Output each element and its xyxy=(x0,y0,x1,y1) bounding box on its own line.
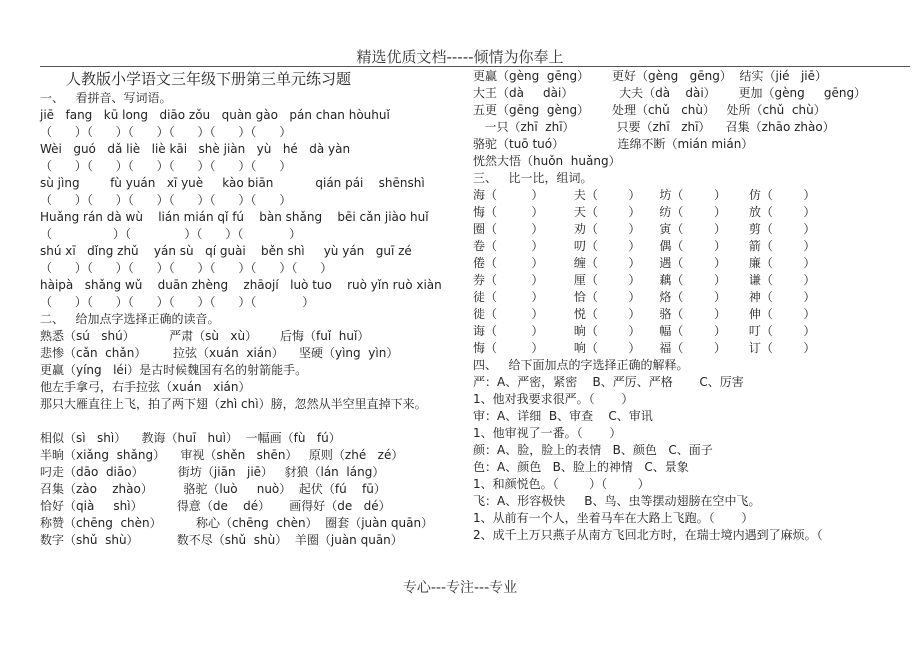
reading-choice-line: 骆驼（tuō tuó） 连绵不断（mián mián） xyxy=(473,137,754,151)
compare-row: 徒（ ） 恰（ ） 烙（ ） 神（ ） xyxy=(473,290,816,304)
compare-row: 倦（ ） 缠（ ） 遇（ ） 廉（ ） xyxy=(473,256,816,270)
pinyin-line: hàipà shǎng wǔ duān zhèng zhāojí luò tuo ruò yǐn ruò xiàn xyxy=(40,278,442,292)
reading-choice-line: 他左手拿弓，右手拉弦（xuán xián） xyxy=(40,380,251,394)
compare-row: 悔（ ） 响（ ） 福（ ） 订（ ） xyxy=(473,341,816,355)
reading-choice-line: 更赢（yíng léi）是古时候魏国有名的射箭能手。 xyxy=(40,363,308,377)
header-rule xyxy=(40,66,910,67)
reading-choice-line: 叼走（dāo diāo） 街坊（jiān jiē） 豺狼（lán láng） xyxy=(40,465,385,479)
compare-row: 徙（ ） 悦（ ） 骆（ ） 伸（ ） xyxy=(473,307,816,321)
answer-blanks: （ ）（ ）（ ）（ ）（ ）（ ） xyxy=(40,159,292,173)
reading-choice-line: 悲惨（cǎn chǎn） 拉弦（xuán xián） 坚硬（yìng yìn） xyxy=(40,346,399,360)
meaning-options: 色：A、颜色 B、脸上的神情 C、景象 xyxy=(473,460,689,474)
pinyin-line: shú xī dǐng zhǔ yán sù qí guài běn shì yù yán guī zé xyxy=(40,244,412,258)
pinyin-line: Wèi guó dǎ liè liè kāi shè jiàn yù hé dà yàn xyxy=(40,142,351,156)
right-column xyxy=(473,68,913,544)
answer-blanks: （ ）（ ）（ ）（ ） xyxy=(40,227,302,241)
left-column xyxy=(40,68,470,549)
section-2-heading: 二、 给加点字选择正确的读音。 xyxy=(40,312,220,326)
worksheet-title: 人教版小学语文三年级下册第三单元练习题 xyxy=(66,70,352,88)
reading-choice-line: 五更（gēng gèng） 处理（chǔ chù） 处所（chǔ chù） xyxy=(473,103,826,117)
answer-blanks: （ ）（ ）（ ）（ ）（ ）（ ） xyxy=(40,295,315,309)
reading-choice-line: 相似（sì shì） 教诲（huī huì） 一幅画（fù fú） xyxy=(40,431,341,445)
meaning-options: 严：A、严密，紧密 B、严厉、严格 C、厉害 xyxy=(473,375,744,389)
answer-blanks: （ ）（ ）（ ）（ ）（ ）（ ） xyxy=(40,193,292,207)
compare-row: 海（ ） 夫（ ） 坊（ ） 仿（ ） xyxy=(473,188,816,202)
compare-row: 圈（ ） 劝（ ） 寅（ ） 剪（ ） xyxy=(473,222,816,236)
spacer-line xyxy=(40,413,470,430)
section-4-heading: 四、 给下面加点的字选择正确的解释。 xyxy=(473,358,689,372)
meaning-question: 1、他对我要求很严。（ ） xyxy=(473,392,634,406)
meaning-question: 2、成千上万只燕子从南方飞回北方时，在瑞士境内遇到了麻烦。（ xyxy=(473,528,823,542)
compare-row: 诲（ ） 晌（ ） 幅（ ） 叮（ ） xyxy=(473,324,816,338)
meaning-options: 颜：A、脸，脸上的表情 B、颜色 C、面子 xyxy=(473,443,713,457)
answer-blanks: （ ）（ ）（ ）（ ）（ ）（ ） xyxy=(40,125,292,139)
page-header: 精选优质文档-----倾情为你奉上 xyxy=(356,48,564,66)
reading-choice-line: 恰好（qià shì） 得意（de dé） 画得好（de dé） xyxy=(40,499,391,513)
reading-choice-line: 半晌（xiǎng shǎng） 审视（shěn shēn） 原则（zhé zé） xyxy=(40,448,404,462)
pinyin-line: jiē fang kū long diāo zǒu quàn gào pán chan hòuhuǐ xyxy=(40,108,390,122)
reading-choice-line: 大王（dà dài） 大夫（dà dài） 更加（gèng gēng） xyxy=(473,86,867,100)
meaning-question: 1、和颜悦色。（ ）（ ） xyxy=(473,477,650,491)
reading-choice-line: 那只大雁直往上飞，拍了两下翅（zhì chì）膀，忽然从半空里直掉下来。 xyxy=(40,397,427,411)
section-3-heading: 三、 比一比，组词。 xyxy=(473,171,593,185)
reading-choice-line: 召集（zào zhào） 骆驼（luò nuò） 起伏（fú fū） xyxy=(40,482,386,496)
reading-choice-line: 称赞（chēng chèn） 称心（chēng chèn） 圈套（juàn quān） xyxy=(40,516,434,530)
compare-row: 卷（ ） 叨（ ） 偶（ ） 箭（ ） xyxy=(473,239,816,253)
page-footer: 专心---专注---专业 xyxy=(402,580,518,596)
meaning-options: 飞：A、形容极快 B、鸟、虫等摆动翅膀在空中飞。 xyxy=(473,494,761,508)
reading-choice-line: 更赢（gèng gēng） 更好（gèng gēng） 结实（jié jiē） xyxy=(473,69,828,83)
meaning-question: 1、他审视了一番。（ ） xyxy=(473,426,622,440)
reading-choice-line: 熟悉（sú shú） 严肃（sù xù） 后悔（fuǐ huǐ） xyxy=(40,329,370,343)
meaning-options: 审：A、详细 B、审查 C、审讯 xyxy=(473,409,653,423)
compare-row: 券（ ） 厘（ ） 藕（ ） 谦（ ） xyxy=(473,273,816,287)
reading-choice-line: 一只（zhī zhī） 只要（zhī zhī） 召集（zhāo zhào） xyxy=(473,120,835,134)
meaning-question: 1、从前有一个人，坐着马车在大路上飞跑。（ ） xyxy=(473,511,754,525)
pinyin-line: sù jìng fù yuán xī yuè kào biān qián pái shēnshì xyxy=(40,176,425,190)
compare-row: 悔（ ） 天（ ） 纺（ ） 放（ ） xyxy=(473,205,816,219)
answer-blanks: （ ）（ ）（ ）（ ）（ ）（ ）（ ） xyxy=(40,261,333,275)
reading-choice-line: 恍然大悟（huǒn huǎng） xyxy=(473,154,621,168)
reading-choice-line: 数字（shǔ shù） 数不尽（shǔ shù） 羊圈（juàn quān） xyxy=(40,533,403,547)
pinyin-line: Huǎng rán dà wù lián mián qǐ fú bàn shǎng bēi cǎn jiào huǐ xyxy=(40,210,429,224)
section-1-heading: 一、 看拼音、写词语。 xyxy=(40,91,172,105)
